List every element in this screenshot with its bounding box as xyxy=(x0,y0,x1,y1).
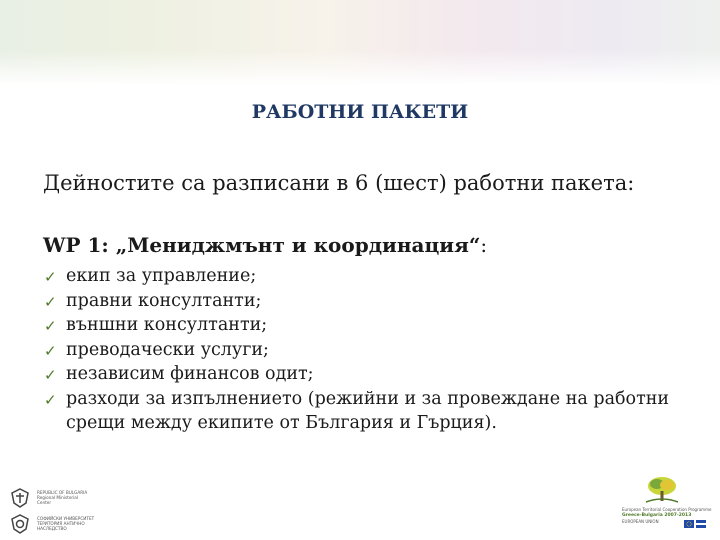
coat-of-arms-icon xyxy=(10,488,30,508)
list-item-text: преводачески услуги; xyxy=(66,339,269,360)
bullet-list xyxy=(44,264,694,436)
eu-flag-icon xyxy=(684,520,706,528)
list-item xyxy=(44,313,694,337)
intro-text: Дейностите са разписани в 6 (шест) работни пакета: xyxy=(43,171,635,195)
programme-eu-label: EUROPEAN UNION xyxy=(622,519,659,524)
list-item-text: правни консултанти; xyxy=(66,290,262,311)
work-package-heading-text: WP 1: „Мениджмънт и координация“ xyxy=(43,233,481,257)
work-package-heading-colon: : xyxy=(480,233,488,257)
slide-title: РАБОТНИ ПАКЕТИ xyxy=(251,101,469,123)
list-item xyxy=(44,264,694,288)
checkmark-icon: ✓ xyxy=(44,366,57,385)
checkmark-icon: ✓ xyxy=(44,292,57,311)
list-item-text: разходи за изпълнението (режийни и за провеждане на работни срещи между екипите от България и Гърция). xyxy=(66,388,670,433)
list-item-text: екип за управление; xyxy=(66,266,257,286)
list-item xyxy=(44,289,694,313)
tree-emblem-icon xyxy=(640,476,684,504)
university-logo-text: СОФИЙСКИ УНИВЕРСИТЕТ ТЕРИТОРИЯ АНТИЧНО НАСЛЕДСТВО xyxy=(37,516,95,531)
programme-name: European Territorial Cooperation Programme xyxy=(622,507,712,512)
list-item-text: независим финансов одит; xyxy=(66,364,314,385)
list-item-text: външни консултанти; xyxy=(66,315,268,336)
checkmark-icon: ✓ xyxy=(44,390,57,409)
programme-logo xyxy=(612,476,712,534)
ministry-logo-text: REPUBLIC OF BULGARIA Regional Ministerial Center xyxy=(37,490,88,505)
header-gradient-band xyxy=(0,0,720,85)
list-item xyxy=(44,387,694,435)
checkmark-icon: ✓ xyxy=(44,341,57,360)
ministry-logo xyxy=(10,488,140,538)
coat-of-arms-icon xyxy=(10,514,30,534)
list-item xyxy=(44,362,694,386)
work-package-heading xyxy=(43,233,487,257)
programme-title: Greece-Bulgaria 2007-2013 xyxy=(622,513,692,518)
list-item xyxy=(44,338,694,362)
checkmark-icon: ✓ xyxy=(44,317,57,336)
checkmark-icon: ✓ xyxy=(44,268,57,286)
